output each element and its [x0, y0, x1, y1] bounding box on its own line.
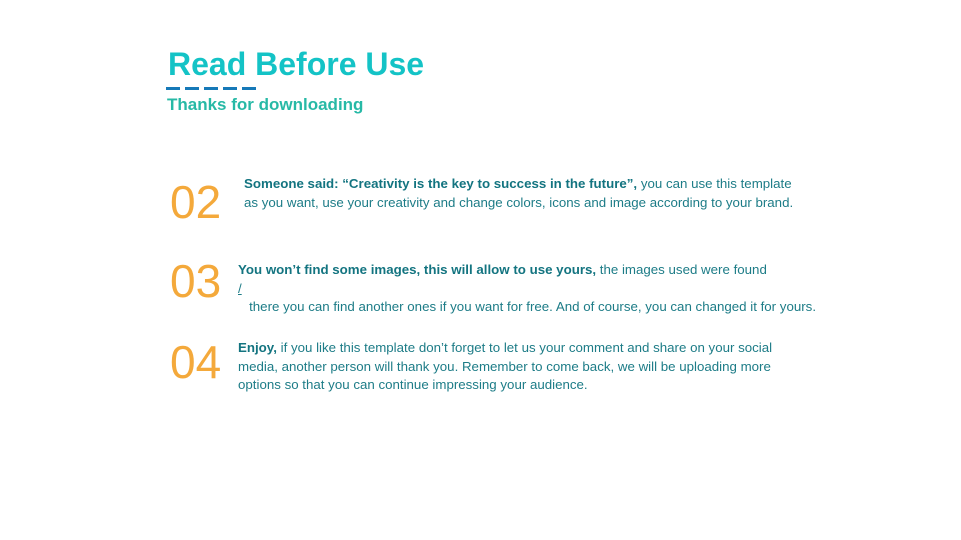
underline-dash	[223, 87, 237, 90]
item-number-03: 03	[170, 255, 222, 307]
page-title: Read Before Use	[168, 46, 425, 82]
underline-dash	[204, 87, 218, 90]
item-number-04: 04	[170, 336, 222, 388]
item-text-02	[244, 175, 800, 212]
item-text-03	[238, 261, 817, 317]
page-subtitle: Thanks for downloading	[167, 95, 364, 114]
item-number-02: 02	[170, 176, 222, 228]
item-text-04	[238, 339, 778, 395]
item-lead-02: Someone said: “Creativity is the key to success in the future”,	[244, 176, 638, 191]
image-source-link[interactable]: /	[238, 280, 242, 296]
underline-dash	[185, 87, 199, 90]
item-body-02: you can use this template as you want, use your creativity and change colors, icons and image according to your brand.	[244, 176, 794, 210]
item-lead-03: You won’t find some images, this will allow to use yours,	[238, 262, 597, 277]
item-lead-04: Enjoy,	[238, 340, 277, 355]
title-dashed-underline	[166, 87, 256, 90]
item-body-04: if you like this template don’t forget to let us your comment and share on your social media, another person will thank you. Remember to come back, we will be uploading more options so that you can continue impressing your audience.	[238, 340, 773, 392]
underline-dash	[166, 87, 180, 90]
item-body-03-after-link: there you can find another ones if you want for free. And of course, you can changed it for yours.	[238, 299, 817, 314]
item-body-03-before-link: the images used were found	[596, 262, 767, 277]
underline-dash	[242, 87, 256, 90]
